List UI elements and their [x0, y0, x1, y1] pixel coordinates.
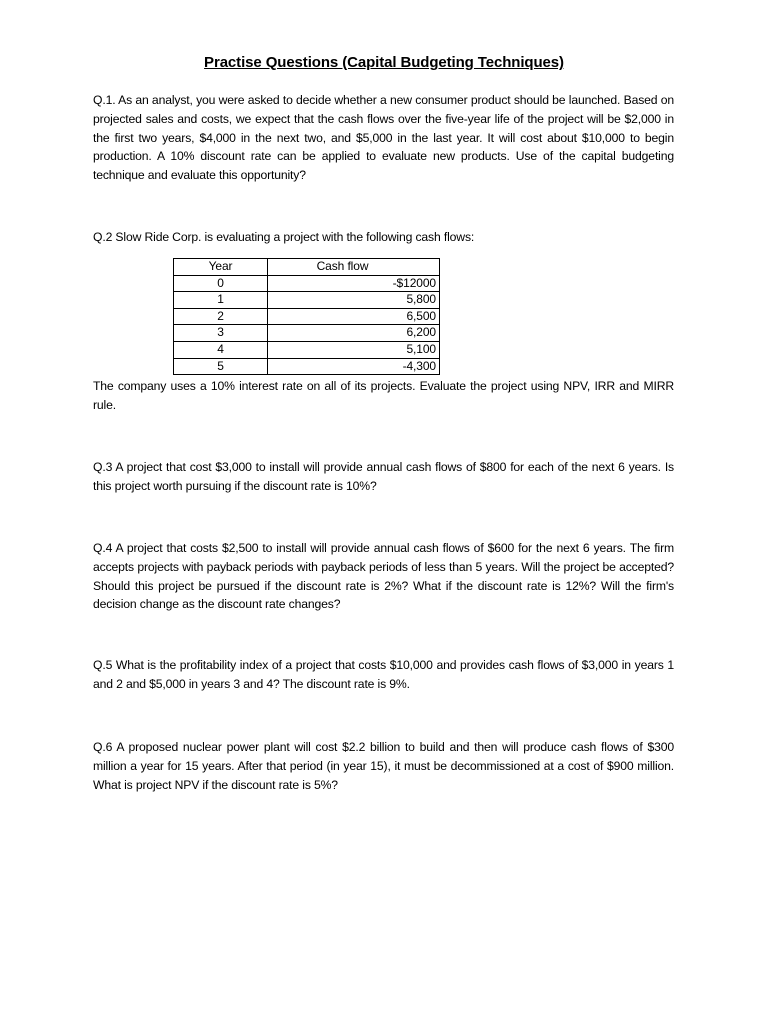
cash-flow-cell: 5,100 — [268, 341, 440, 358]
cash-flow-cell: -$12000 — [268, 275, 440, 292]
table-row — [174, 341, 440, 358]
header-cash-flow: Cash flow — [268, 259, 440, 276]
table-row — [174, 292, 440, 309]
year-cell: 0 — [174, 275, 268, 292]
cash-flow-cell: 6,200 — [268, 325, 440, 342]
question-3: Q.3 A project that cost $3,000 to install will provide annual cash flows of $800 for each of the next 6 years. Is this project worth pursuing if the discount rate is 10%? — [93, 460, 674, 493]
table-row — [174, 308, 440, 325]
table-row — [174, 275, 440, 292]
year-cell: 4 — [174, 341, 268, 358]
question-5: Q.5 What is the profitability index of a project that costs $10,000 and provides cash flows of $3,000 in years 1 and 2 and $5,000 in years 3 and 4? The discount rate is 9%. — [93, 658, 674, 691]
year-cell: 3 — [174, 325, 268, 342]
question-2-instructions: The company uses a 10% interest rate on all of its projects. Evaluate the project using NPV, IRR and MIRR rule. — [93, 379, 674, 412]
question-6: Q.6 A proposed nuclear power plant will cost $2.2 billion to build and then will produce cash flows of $300 million a year for 15 years. After that period (in year 15), it must be decommissioned at a cost of $900 million. What is project NPV if the discount rate is 5%? — [93, 740, 674, 792]
cash-flow-cell: 6,500 — [268, 308, 440, 325]
year-cell: 2 — [174, 308, 268, 325]
cash-flow-cell: 5,800 — [268, 292, 440, 309]
cash-flow-cell: -4,300 — [268, 358, 440, 375]
year-cell: 5 — [174, 358, 268, 375]
question-2-intro: Q.2 Slow Ride Corp. is evaluating a project with the following cash flows: — [93, 230, 475, 244]
question-1: Q.1. As an analyst, you were asked to decide whether a new consumer product should be launched. Based on projected sales and costs, we expect that the cash flows over the five-year life of the project will be $2,000 in the first two years, $4,000 in the next two, and $5,000 in the last year. It will cost about $10,000 to begin production. A 10% discount rate can be applied to evaluate new products. Use of the capital budgeting technique and evaluate this opportunity? — [93, 93, 674, 183]
year-cell: 1 — [174, 292, 268, 309]
table-row — [174, 325, 440, 342]
table-header-row — [174, 259, 440, 276]
header-year: Year — [174, 259, 268, 276]
cash-flow-table — [173, 258, 440, 375]
table-row — [174, 358, 440, 375]
page-title: Practise Questions (Capital Budgeting Techniques) — [204, 54, 564, 71]
question-4: Q.4 A project that costs $2,500 to install will provide annual cash flows of $600 for the next 6 years. The firm accepts projects with payback periods with payback periods of less than 5 years. Will the project be accepted? Should this project be pursued if the discount rate is 2%? What if the discount rate is 12%? Will the firm's decision change as the discount rate changes? — [93, 541, 674, 612]
